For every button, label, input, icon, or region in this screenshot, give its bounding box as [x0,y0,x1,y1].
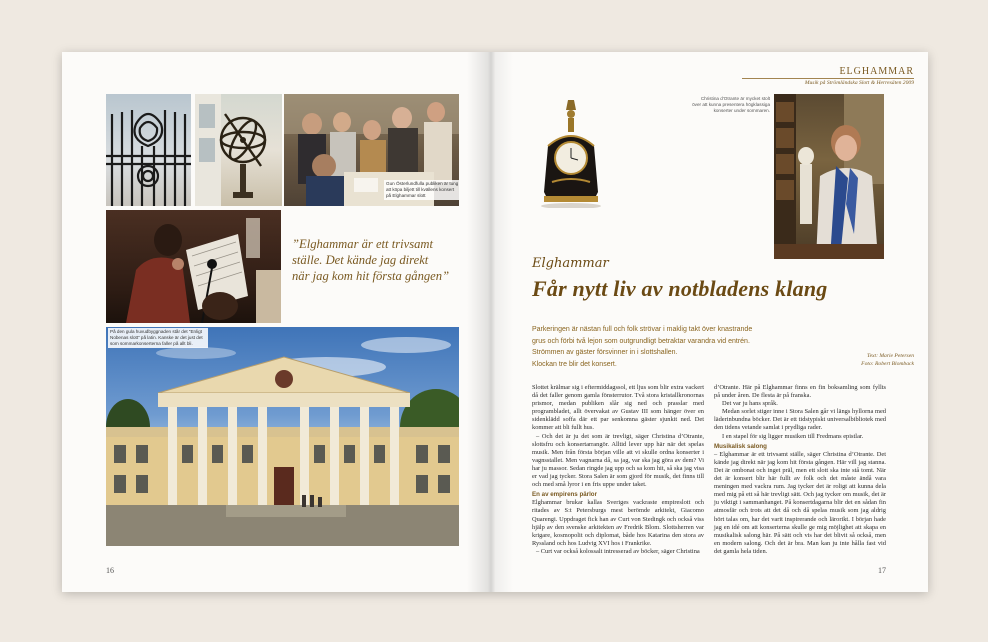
caption-line: Christina d’Otrante är mycket stolt [700,96,770,101]
body-paragraph: – Curt var också kolossalt intresserad av böcker, säger Christina [536,547,700,555]
body-paragraph: Medan sorlet stiger inne i Stora Salen går vi längs hyllorna med läderinbundna böcker. Det är ett tidstypiskt universalbibliotek med den tidens vetande samlat i prydliga rader. [714,408,886,432]
body-paragraph: – Elghammar är ett trivsamt ställe, säger Christina d’Otrante. Det kände jag direkt när jag kom hit första gången. Här vill jag stanna. Det är ombonat och inget präl, men ett slott ska inte stå tomt. När det är konsert blir här fullt av folk och det måste ändå vara meningen med vackra rum. Jag tycker det är roligt att kunna dela med mig på ett så här trevligt sätt. Och jag tycker om musik, det är ju viktigt i sammanhanget. På konsertdagarna blir det en sådan fin atmosfär och trots att det då och då spelas musik som jag aldrig hört talas om, har det varit inspirerande och lärorikt. I början hade jag en idé om att konserterna skulle ge mig möjlighet att skapa en musikalisk salong här. På sätt och vis har det blivit så också, men en modern salong. Och det är bra. Man kan ju inte hålla fast vid det gamla hela tiden. [714,450,886,555]
article-subheading: En av empirens pärlor [532,491,597,499]
article-kicker: Elghammar [532,256,609,271]
body-paragraph: Elghammar brukar kallas Sveriges vackraste empireslott och ritades av S:t Petersburgs mest berömde arkitekt, Giacomo Quarengi. Uppdraget fick han av Curt von Stedingk och också viss hjälp av den svenske arkitekten av Fredrik Blom. Slottsherren var krigare, kosmopolit och diplomat, både hos Katarina den stora av Ryssland och hos Ludvig XVI hos i Frankrike. [532,499,704,547]
article-subheading: Musikalisk salong [714,442,767,450]
caption-line: Nobenas slott” på latin. Kanske är det just det [110,335,203,340]
photo-christina-portrait [774,94,884,259]
quote-line: när jag kom hit första gången” [292,269,450,283]
body-paragraph: – Och det är ju det som är trevligt, säger Christina d’Otrante, slottsfru och konsertarrangör. Alltid lever upp här när det spelas musik. Men från första början ville att vi skulle ordna konserter i vagnsstallet. Men vagnarna då, sa jag, var ska jag göra av dem? Vi har ju massor. Sedan ringde jag upp och sa kom hit, så ska jag visa er vad jag tycker. Stora Salen är som gjord för musik, det finns till och med små lyror i en fris uppe under taket. [532,432,704,489]
page-number-right: 17 [878,566,886,575]
caption-line: som sommarkonserterna faller på allt bli. [110,341,193,346]
intro-line: Strömmen av gäster försvinner in i slottshallen. [532,349,678,356]
intro-line: Klockan tre blir det konsert. [532,360,617,368]
article-column-2 [714,384,886,556]
caption-line: Gun Österlundfulla publiken är tung [386,181,459,186]
byline-text: Text: Marie Petersen [866,353,914,359]
photo-caption-palace [108,328,208,348]
body-paragraph: Slottet krälmar sig i eftermiddagssol, ett ljus som blir extra vackert då det faller genom gamla fönsterrutor. Två stora kristallkronornas prismor, medan publiken slår sig ned och prasslar med programbladet, allt övervakat av Gustav III som hänger över en sidenklädd soffa där ett par senkomna gäster sjunkit ned. Det kommer att bli fullt hus. [532,384,704,432]
photo-elghammar-palace [106,327,459,546]
caption-line: på Elghammar slott [386,193,426,198]
intro-line: grus och förbi två lejon som outgrundligt betraktar varandra vid entrén. [532,337,750,345]
byline-photo: Foto: Robert Blomback [861,361,914,367]
section-header-subtitle: Musik på Strömländska Slott & Herresäten 2009 [804,80,914,86]
photo-mantel-clock [536,96,606,208]
article-column-1 [532,384,704,556]
article-byline [802,352,914,368]
body-paragraph: d’Otrante. Här på Elghammar finns en fin boksamling som fyllts på under åren. De flesta är på franska. [714,384,886,400]
section-header-rule [742,78,914,79]
photo-woman-music-stand [106,210,281,323]
quote-line: ”Elghammar är ett trivsamt [292,237,433,251]
photo-armillary-sphere [195,94,282,206]
intro-line: Parkeringen är nästan full och folk strövar i maklig takt över knastrande [532,326,753,333]
caption-line: att köpa biljett till kvällens konsert [386,187,455,192]
caption-line: över att kunna presentera högklassiga [692,102,770,107]
article-intro [532,324,792,370]
page-gutter [467,52,513,592]
photo-guests-ticket-table [284,94,459,206]
body-paragraph: I en stapel för sig ligger musiken till Fredmans epistlar. [722,432,864,440]
photo-caption-clock [670,96,770,114]
body-paragraph: Det var ju hans språk. [722,400,778,408]
caption-line: På den gula huvudbyggnaden står det “Enligt [110,329,202,334]
photo-caption-guests [384,180,459,200]
section-header [702,66,914,86]
section-header-title: ELGHAMMAR [839,66,914,77]
magazine-spread [62,52,928,592]
quote-line: ställe. Det kände jag direkt [292,253,429,267]
photo-iron-gate [106,94,191,206]
caption-line: konserter under sommaren. [713,108,770,113]
page-number-left: 16 [106,566,114,575]
pull-quote [292,236,462,284]
article-headline: Får nytt liv av notbladens klang [532,276,828,301]
